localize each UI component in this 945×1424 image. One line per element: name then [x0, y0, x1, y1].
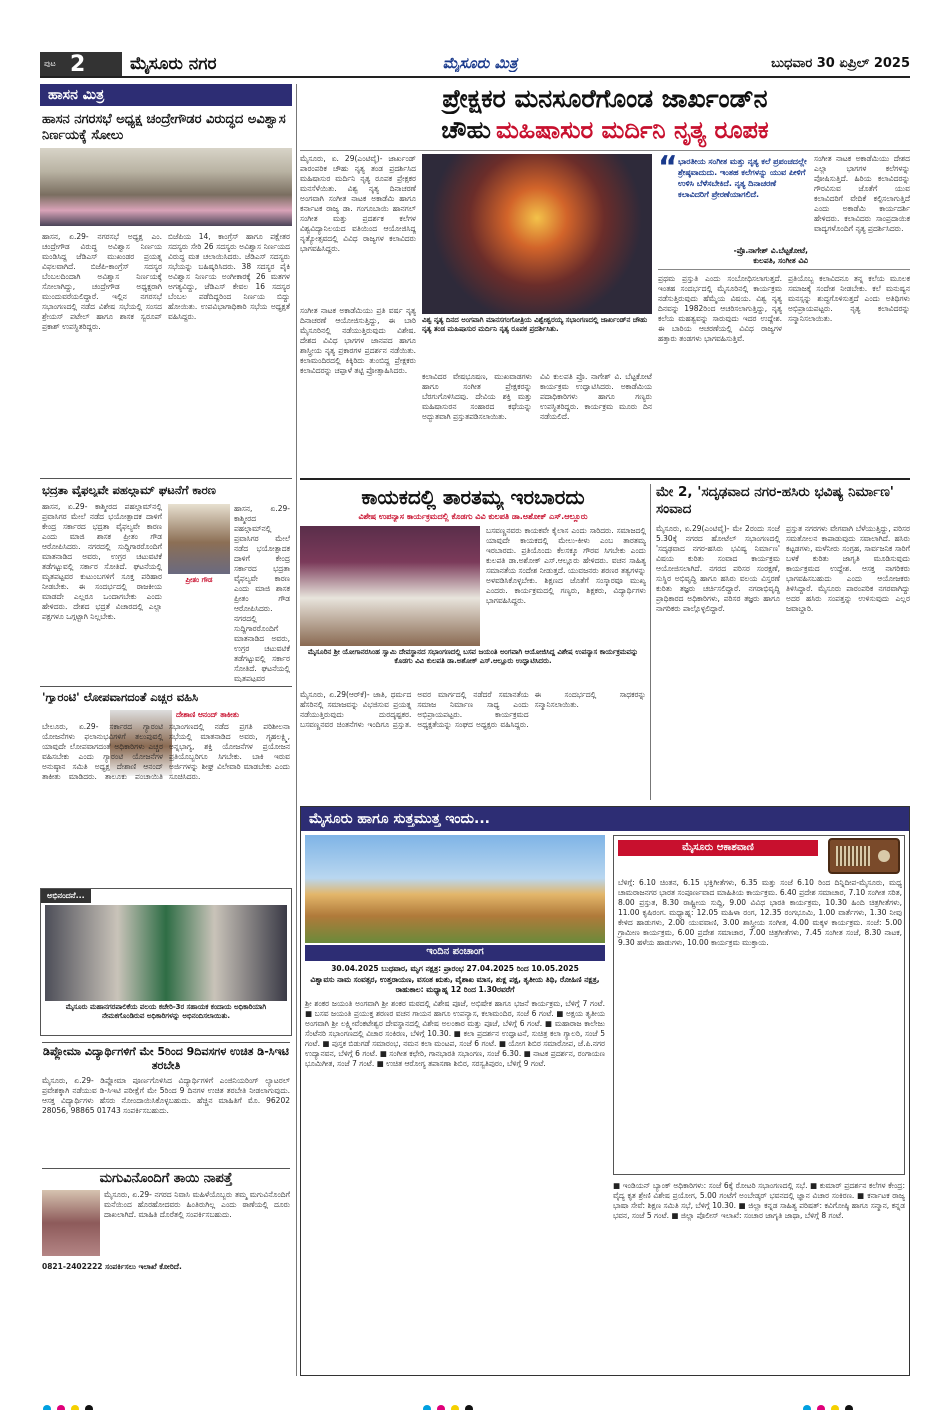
panchanga-title: ಇಂದಿನ ಪಂಚಾಂಗ: [426, 946, 484, 957]
hassan-body-col2: ಬಿಜೆಪಿಯ 14, ಕಾಂಗ್ರೆಸ್ ಹಾಗೂ ಪಕ್ಷೇತರ ಸದಸ್ಯರು ಸೇರಿ 26 ಸದಸ್ಯರು ಅವಿಶ್ವಾಸ ನಿರ್ಣಯದ ವಿರುದ್ಧ ಮತ ಚಲಾಯಿಸಿದರು. ಜೆಡಿಎಸ್ ಸದಸ್ಯರು ಸಭೆಯನ್ನು ಬಹಿಷ್ಕರಿಸಿದರು. 38 ಸದಸ್ಯರ ಪೈಕಿ ಅವಿಶ್ವಾಸ ನಿರ್ಣಯ ಅಂಗೀಕಾರಕ್ಕೆ 26 ಮತಗಳ ಅಗತ್ಯವಿದ್ದು, ಜೆಡಿಎಸ್ ಕೇವಲ 16 ಸದಸ್ಯರ ಬೆಂಬಲ ಪಡೆದಿದ್ದರಿಂದ ನಿರ್ಣಯ ಬಿದ್ದು ಹೋಯಿತು. ಉಪವಿಭಾಗಾಧಿಕಾರಿ ಸಭೆಯ ಅಧ್ಯಕ್ಷತೆ ವಹಿಸಿದ್ದರು.: [168, 232, 290, 321]
felicitation-caption: ಮೈಸೂರು ಮಹಾನಗರಪಾಲಿಕೆಯ ವಲಯ ಕಚೇರಿ-3ರ ಸಹಾಯಕ ಕಂದಾಯ ಅಧಿಕಾರಿಯಾಗಿ ನೇಮಕಗೊಂಡಿರುವ ಅಧಿಕಾರಿಗಳನ್ನು ಅಭಿನಂದಿಸಲಾಯಿತು.: [65, 1003, 267, 1020]
radio-icon: [828, 838, 900, 874]
kayaka-headline: ಕಾಯಕದಲ್ಲಿ ತಾರತಮ್ಯ ಇರಬಾರದು: [361, 485, 585, 509]
radio-knob: [878, 850, 890, 862]
felicitation-box: [40, 888, 292, 1036]
lead-body-below2: ವಿವಿ ಕುಲಪತಿ ಪ್ರೊ. ನಾಗೇಶ್ ವಿ. ಬೆಟ್ಟಕೋಟೆ ಕಾರ್ಯಕ್ರಮ ಉದ್ಘಾಟಿಸಿದರು. ಅಕಾಡೆಮಿಯ ಪದಾಧಿಕಾರಿಗಳು ಹಾಗೂ ಗಣ್ಯರು ಉಪಸ್ಥಿತರಿದ್ದರು. ಕಾರ್ಯಕ್ರಮ ಮೂರು ದಿನ ನಡೆಯಲಿದೆ.: [540, 372, 652, 421]
missing-headline: ಮಗುವಿನೊಂದಿಗೆ ತಾಯಿ ನಾಪತ್ತೆ: [42, 1168, 290, 1187]
today-section: [300, 806, 910, 1376]
quote-mark: “: [658, 154, 678, 185]
page-number: 2: [70, 52, 86, 76]
today-events: ಶ್ರೀ ಶಂಕರ ಜಯಂತಿ ಅಂಗವಾಗಿ ಶ್ರೀ ಶಂಕರ ಮಠದಲ್ಲಿ ವಿಶೇಷ ಪೂಜೆ, ಅಭಿಷೇಕ ಹಾಗೂ ಭಜನೆ ಕಾರ್ಯಕ್ರಮ, ಬೆಳಿಗ್ಗೆ 7 ಗಂಟೆ. ■ ಬಸವ ಜಯಂತಿ ಪ್ರಯುಕ್ತ ಶರಣರ ವಚನ ಗಾಯನ ಹಾಗೂ ಉಪನ್ಯಾಸ, ಕಲಾಮಂದಿರ, ಸಂಜೆ 6 ಗಂಟೆ. ■ ಅಕ್ಷಯ ತೃತೀಯ ಅಂಗವಾಗಿ ಶ್ರೀ ಲಕ್ಷ್ಮೀವೆಂಕಟೇಶ್ವರ ದೇವಸ್ಥಾನದಲ್ಲಿ ವಿಶೇಷ ಅಲಂಕಾರ ಮತ್ತು ಪೂಜೆ, ಬೆಳಿಗ್ಗೆ 6 ಗಂಟೆ. ■ ಮಹಾರಾಜ ಕಾಲೇಜು ಸೆಂಟೆನರಿ ಸಭಾಂಗಣದಲ್ಲಿ ವಿಚಾರ ಸಂಕಿರಣ, ಬೆಳಿಗ್ಗೆ 10.30. ■ ಕಲಾ ಪ್ರದರ್ಶನ ಉದ್ಘಾಟನೆ, ಸುಚಿತ್ರ ಕಲಾ ಗ್ಯಾಲರಿ, ಸಂಜೆ 5 ಗಂಟೆ. ■ ಪುಸ್ತಕ ಬಿಡುಗಡೆ ಸಮಾರಂಭ, ನಮನ ಕಲಾ ಮಂಟಪ, ಸಂಜೆ 6 ಗಂಟೆ. ■ ಯೋಗ ಶಿಬಿರ ಸಮಾರೋಪ, ಜೆ.ಪಿ.ನಗರ ಉದ್ಯಾನವನ, ಬೆಳಿಗ್ಗೆ 6 ಗಂಟೆ. ■ ಸಂಗೀತ ಕಛೇರಿ, ಗಾನಭಾರತಿ ಸಭಾಂಗಣ, ಸಂಜೆ 6.30. ■ ನಾಟಕ ಪ್ರದರ್ಶನ, ರಂಗಾಯಣ ಭೂಮಿಗೀತ, ಸಂಜೆ 7 ಗಂಟೆ. ■ ಉಚಿತ ಆರೋಗ್ಯ ತಪಾಸಣಾ ಶಿಬಿರ, ಸರಸ್ವತಿಪುರಂ, ಬೆಳಿಗ್ಗೆ 9 ಗಂಟೆ.: [305, 999, 605, 1068]
may2-headline: ಮೇ 2, 'ಸದೃಢವಾದ ನಗರ-ಹಸಿರು ಭವಿಷ್ಯ ನಿರ್ಮಾಣ' ಸಂವಾದ: [656, 484, 894, 517]
registration-marks-right: [800, 1398, 920, 1410]
guarantee-headline: 'ಗ್ಯಾರಂಟಿ' ಲೋಪವಾಗದಂತೆ ಎಚ್ಚರ ವಹಿಸಿ: [42, 690, 199, 704]
missing-body: ಮೈಸೂರು, ಏ.29- ನಗರದ ನಿವಾಸಿ ಮಹಿಳೆಯೊಬ್ಬರು ತಮ್ಮ ಮಗುವಿನೊಂದಿಗೆ ಮನೆಯಿಂದ ಹೊರಹೋದವರು ಹಿಂತಿರುಗಿಲ್ಲ ಎಂದು ಠಾಣೆಯಲ್ಲಿ ದೂರು ದಾಖಲಾಗಿದೆ. ಮಾಹಿತಿ ದೊರೆತಲ್ಲಿ ಸಂಪರ್ಕಿಸಬಹುದು.: [104, 1190, 290, 1219]
lead-photo: [422, 154, 652, 314]
quote-text: ಭಾರತೀಯ ಸಂಗೀತ ಮತ್ತು ನೃತ್ಯ ಕಲೆ ಪ್ರಪಂಚದಲ್ಲೇ ಶ್ರೇಷ್ಠವಾದುದು. ಇಂತಹ ಕಲೆಗಳನ್ನು ಯುವ ಪೀಳಿಗೆ ಉಳಿಸಿ ಬೆಳೆಸಬೇಕಿದೆ. ನೃತ್ಯ ದಿನಾಚರಣೆ ಕಲಾವಿದರಿಗೆ ಪ್ರೇರಣೆಯಾಗಲಿದೆ.: [678, 157, 807, 199]
section-name: ಮೈಸೂರು ನಗರ: [130, 54, 217, 74]
diploma-body: ಮೈಸೂರು, ಏ.29- ಡಿಪ್ಲೋಮಾ ಪೂರ್ಣಗೊಳಿಸಿದ ವಿದ್ಯಾರ್ಥಿಗಳಿಗೆ ಎಂಜಿನಿಯರಿಂಗ್ ಲ್ಯಾಟರಲ್ ಪ್ರವೇಶಕ್ಕಾಗಿ ನಡೆಯುವ ಡಿ-ಸಿಇಟಿ ಪರೀಕ್ಷೆಗೆ ಮೇ 5ರಿಂದ 9 ದಿನಗಳ ಉಚಿತ ತರಬೇತಿ ನೀಡಲಾಗುವುದು. ಆಸಕ್ತ ವಿದ್ಯಾರ್ಥಿಗಳು ಹೆಸರು ನೋಂದಾಯಿಸಿಕೊಳ್ಳಬಹುದು. ಹೆಚ್ಚಿನ ಮಾಹಿತಿಗೆ ಮೊ. 96202 28056, 98865 01743 ಸಂಪರ್ಕಿಸಬಹುದು.: [42, 1076, 290, 1115]
kayaka-photo-caption: ಮೈಸೂರಿನ ಶ್ರೀ ಯೋಗಾನರಸಿಂಹ ಸ್ವಾಮಿ ದೇವಸ್ಥಾನದ ಸಭಾಂಗಣದಲ್ಲಿ ಬಸವ ಜಯಂತಿ ಅಂಗವಾಗಿ ಆಯೋಜಿಸಿದ್ದ ವಿಶೇಷ ಉಪನ್ಯಾಸ ಕಾರ್ಯಕ್ರಮವನ್ನು ಕೊಡಗು ವಿವಿ ಕುಲಪತಿ ಡಾ.ಅಶೋಕ್ ಎಸ್.ಆಲ್ಲೂರು ಉದ್ಘಾಟಿಸಿದರು.: [307, 648, 639, 665]
quote-author: -ಪ್ರೊ.ನಾಗೇಶ್ ವಿ.ಬೆಟ್ಟಕೋಟೆ,: [733, 246, 808, 255]
lead-body-col4: ಪ್ರಥಮ ಪ್ರಸ್ತುತಿ ಎಂದು ಸಂಬೋಧಿಸಲಾಗುತ್ತದೆ. ಇಂತಹ ಸಂದರ್ಭದಲ್ಲಿ ಮೈಸೂರಿನಲ್ಲಿ ಕಾರ್ಯಕ್ರಮ ನಡೆಸುತ್ತಿರುವುದು ಹೆಮ್ಮೆಯ ವಿಷಯ. ವಿಶ್ವ ನೃತ್ಯ ದಿನವನ್ನು 1982ರಿಂದ ಆಚರಿಸಲಾಗುತ್ತಿದ್ದು, ನೃತ್ಯ ಕಲೆಯ ಮಹತ್ವವನ್ನು ಸಾರುವುದು ಇದರ ಉದ್ದೇಶ. ಈ ಬಾರಿಯ ಆಚರಣೆಯಲ್ಲಿ ವಿವಿಧ ರಾಜ್ಯಗಳ ಹತ್ತಾರು ತಂಡಗಳು ಭಾಗವಹಿಸುತ್ತಿವೆ.: [658, 274, 782, 343]
quote-role: ಕುಲಪತಿ, ಸಂಗೀತ ವಿವಿ: [753, 256, 808, 265]
palace-photo: [305, 835, 605, 943]
lead-body-col1b: ಸಂಗೀತ ನಾಟಕ ಅಕಾಡೆಮಿಯು ಪ್ರತಿ ವರ್ಷ ನೃತ್ಯ ದಿನಾಚರಣೆ ಆಯೋಜಿಸುತ್ತಿದ್ದು, ಈ ಬಾರಿ ಮೈಸೂರಿನಲ್ಲಿ ನಡೆಯುತ್ತಿರುವುದು ವಿಶೇಷ. ದೇಶದ ವಿವಿಧ ಭಾಗಗಳ ಜಾನಪದ ಹಾಗೂ ಶಾಸ್ತ್ರೀಯ ನೃತ್ಯ ಪ್ರಕಾರಗಳ ಪ್ರದರ್ಶನ ನಡೆಯಿತು. ಕಲಾಮಂದಿರದಲ್ಲಿ ಕಿಕ್ಕಿರಿದು ತುಂಬಿದ್ದ ಪ್ರೇಕ್ಷಕರು ಕಲಾವಿದರನ್ನು ಚಪ್ಪಾಳೆ ತಟ್ಟಿ ಪ್ರೋತ್ಸಾಹಿಸಿದರು.: [300, 306, 416, 375]
page-label: ಪುಟ: [44, 59, 56, 68]
kayaka-subhead: ವಿಶೇಷ ಉಪನ್ಯಾಸ ಕಾರ್ಯಕ್ರಮದಲ್ಲಿ ಕೊಡಗು ವಿವಿ ಕುಲಪತಿ ಡಾ.ಅಶೋಕ್ ಎಸ್.ಆಲ್ಲೂರು: [358, 512, 588, 521]
missing-phone: 0821-2402222 ಸಂಪರ್ಕಿಸಲು ಇಲಾಖೆ ಕೋರಿದೆ.: [42, 1262, 182, 1271]
hassan-photo: [40, 148, 292, 226]
akashavani-body: ಬೆಳಿಗ್ಗೆ: 6.10 ಚಿಂತನ, 6.15 ಭಕ್ತಿಗೀತೆಗಳು, 6.35 ಮತ್ತು ಸಂಜೆ 6.10 ರಿಂದ ದಿನ್ನಿದೀಪ-ಮೈಸೂರು, ಮಧ್ಯ ಚಾಮರಾಜನಗರ ಭಾರತ ಸಂಪೂರ್ಣವಾದ ಮಾಹಿತಿಯ ಕಾರ್ಯಕ್ರಮ. 6.40 ಪ್ರದೇಶ ಸಮಾಚಾರ, 7.10 ಸಂಗೀತ ಸರಿತ, 8.00 ಪ್ರಸ್ತುತ, 8.30 ರಾಷ್ಟ್ರೀಯ ಸುದ್ದಿ, 9.00 ವಿವಿಧ ಭಾರತಿ ಕಾರ್ಯಕ್ರಮ, 10.30 ಹಿಂದಿ ಚಿತ್ರಗೀತೆಗಳು, 11.00 ಕೃಷಿರಂಗ. ಮಧ್ಯಾಹ್ನ: 12.05 ಮಹಿಳಾ ರಂಗ, 12.35 ರಂಗಭೂಮಿ, 1.00 ವಾರ್ತೆಗಳು, 1.30 ನೀವು ಕೇಳಿದ ಹಾಡುಗಳು, 2.00 ಯುವವಾಣಿ, 3.00 ಶಾಸ್ತ್ರೀಯ ಸಂಗೀತ, 4.00 ಮಕ್ಕಳ ಕಾರ್ಯಕ್ರಮ. ಸಂಜೆ: 5.00 ಗ್ರಾಮೀಣ ಕಾರ್ಯಕ್ರಮ, 6.00 ಪ್ರದೇಶ ಸಮಾಚಾರ, 7.00 ಚಿತ್ರಗೀತೆಗಳು, 7.45 ಸಂಗೀತ ಸಂಜೆ, 8.30 ನಾಟಕ, 9.30 ಹಳೆಯ ಹಾಡುಗಳು, 10.00 ಕಾರ್ಯಕ್ರಮ ಮುಕ್ತಾಯ.: [618, 878, 902, 947]
missing-photo: [42, 1190, 100, 1256]
felicitation-label: ಅಭಿನಂದನೆ...: [41, 889, 91, 903]
kayaka-body-right: ಬಸವಣ್ಣನವರು ಕಾಯಕವೇ ಕೈಲಾಸ ಎಂದು ಸಾರಿದರು. ಸಮಾಜದಲ್ಲಿ ಯಾವುದೇ ಕಾಯಕದಲ್ಲಿ ಮೇಲು-ಕೀಳು ಎಂಬ ತಾರತಮ್ಯ ಇರಬಾರದು. ಪ್ರತಿಯೊಂದು ಕೆಲಸಕ್ಕೂ ಗೌರವ ಸಿಗಬೇಕು ಎಂದು ಕುಲಪತಿ ಡಾ.ಅಶೋಕ್ ಎಸ್.ಆಲ್ಲೂರು ಹೇಳಿದರು. ವಚನ ಸಾಹಿತ್ಯ ಸಮಾನತೆಯ ಸಂದೇಶ ನೀಡುತ್ತದೆ. ಯುವಜನರು ಶರಣರ ತತ್ವಗಳನ್ನು ಅಳವಡಿಸಿಕೊಳ್ಳಬೇಕು. ಶಿಕ್ಷಣದ ಜೊತೆಗೆ ಸಂಸ್ಕಾರವೂ ಮುಖ್ಯ ಎಂದರು. ಕಾರ್ಯಕ್ರಮದಲ್ಲಿ ಗಣ್ಯರು, ಶಿಕ್ಷಕರು, ವಿದ್ಯಾರ್ಥಿಗಳು ಭಾಗವಹಿಸಿದ್ದರು.: [486, 526, 646, 605]
lead-body-col1: ಮೈಸೂರು, ಏ. 29(ಎಂಟಿವೈ)- ಜಾರ್ಖಂಡ್ ಪಾರಂಪರಿಕ ಚೌಹು ನೃತ್ಯ ತಂಡ ಪ್ರದರ್ಶಿಸಿದ ಮಹಿಷಾಸುರ ಮರ್ದಿನಿ ನೃತ್ಯ ರೂಪಕ ಪ್ರೇಕ್ಷಕರ ಮನಸೆಳೆಯಿತು. ವಿಶ್ವ ನೃತ್ಯ ದಿನಾಚರಣೆ ಅಂಗವಾಗಿ ಸಂಗೀತ ನಾಟಕ ಅಕಾಡೆಮಿ ಹಾಗೂ ಕರ್ನಾಟಕ ರಾಜ್ಯ ಡಾ. ಗಂಗೂಬಾಯಿ ಹಾನಗಲ್ ಸಂಗೀತ ಮತ್ತು ಪ್ರದರ್ಶಕ ಕಲೆಗಳ ವಿಶ್ವವಿದ್ಯಾನಿಲಯದ ವತಿಯಿಂದ ಆಯೋಜಿಸಿದ್ದ ನೃತ್ಯೋತ್ಸವದಲ್ಲಿ ವಿವಿಧ ರಾಜ್ಯಗಳ ಕಲಾವಿದರು ಭಾಗವಹಿಸಿದ್ದರು.: [300, 154, 416, 253]
pahalgam-headline: ಭದ್ರತಾ ವೈಫಲ್ಯವೇ ಪಹಲ್ಗಾಮ್ ಘಟನೆಗೆ ಕಾರಣ: [42, 483, 216, 497]
pahalgam-photo: [168, 504, 230, 574]
hassan-headline: ಹಾಸನ ನಗರಸಭೆ ಅಧ್ಯಕ್ಷ ಚಂದ್ರೇಗೌಡರ ವಿರುದ್ಧದ ಅವಿಶ್ವಾಸ ನಿರ್ಣಯಕ್ಕೆ ಸೋಲು: [42, 112, 286, 143]
pahalgam-body-right: [234, 504, 290, 682]
registration-marks-center: [420, 1398, 540, 1410]
radio-speaker: [836, 846, 870, 866]
panchanga-line1: 30.04.2025 ಬುಧವಾರ, ಮೃಗ ನಕ್ಷತ್ರ: ಪ್ರಾರಂಭ 27.04.2025 ರಿಂದ 10.05.2025: [331, 964, 579, 973]
guarantee-byline: ದೇಶಾಣಿ ಆನಂದ್ ತಾಕೀತು: [176, 710, 239, 719]
hassan-section-title: ಹಾಸನ ಮಿತ್ರ: [48, 87, 105, 103]
lead-body-col5: ಸಂಗೀತ ನಾಟಕ ಅಕಾಡೆಮಿಯು ದೇಶದ ಎಲ್ಲಾ ಭಾಗಗಳ ಕಲೆಗಳನ್ನು ಪೋಷಿಸುತ್ತಿದೆ. ಹಿರಿಯ ಕಲಾವಿದರನ್ನು ಗೌರವಿಸುವ ಜೊತೆಗೆ ಯುವ ಕಲಾವಿದರಿಗೆ ವೇದಿಕೆ ಕಲ್ಪಿಸಲಾಗುತ್ತಿದೆ ಎಂದು ಅಕಾಡೆಮಿ ಕಾರ್ಯದರ್ಶಿ ಹೇಳಿದರು. ಕಲಾವಿದರು ಸಾಂಪ್ರದಾಯಿಕ ವಾದ್ಯಗಳೊಂದಿಗೆ ನೃತ್ಯ ಪ್ರದರ್ಶಿಸಿದರು.: [814, 154, 910, 233]
today-banner-title: ಮೈಸೂರು ಹಾಗೂ ಸುತ್ತಮುತ್ತ ಇಂದು...: [309, 811, 490, 827]
column-rule: [650, 484, 651, 800]
divider: [40, 686, 292, 687]
lead-headline-line2: [300, 116, 910, 148]
diploma-headline: ಡಿಪ್ಲೋಮಾ ವಿದ್ಯಾರ್ಥಿಗಳಿಗೆ ಮೇ 5ರಿಂದ 9ದಿವಸಗಳ ಉಚಿತ ಡಿ-ಸಿಇಟಿ ತರಬೇತಿ: [42, 1042, 290, 1073]
page-header: [40, 52, 910, 78]
pahalgam-body-left: [42, 502, 162, 682]
lead-body-below1: ಕಲಾವಿದರ ವೇಷಭೂಷಣ, ಮುಖವಾಡಗಳು ಹಾಗೂ ಸಂಗೀತ ಪ್ರೇಕ್ಷಕರನ್ನು ಬೆರಗುಗೊಳಿಸಿದವು. ದೇವಿಯ ಶಕ್ತಿ ಮತ್ತು ಮಹಿಷಾಸುರನ ಸಂಹಾರದ ಕಥೆಯನ್ನು ಅದ್ಭುತವಾಗಿ ಪ್ರಸ್ತುತಪಡಿಸಲಾಯಿತು.: [422, 372, 532, 421]
divider: [300, 150, 910, 151]
may2-body-col2: ಪ್ರಸ್ತುತ ನಗರಗಳು ವೇಗವಾಗಿ ಬೆಳೆಯುತ್ತಿದ್ದು, ಪರಿಸರ ಸಮತೋಲನ ಕಾಪಾಡುವುದು ಸವಾಲಾಗಿದೆ. ಹಸಿರು ಕಟ್ಟಡಗಳು, ಮಳೆನೀರು ಸಂಗ್ರಹ, ಸಾರ್ವಜನಿಕ ಸಾರಿಗೆ ಬಳಕೆ ಕುರಿತು ಜಾಗೃತಿ ಮೂಡಿಸುವುದು ಕಾರ್ಯಕ್ರಮದ ಉದ್ದೇಶ. ಆಸಕ್ತ ನಾಗರಿಕರು ಭಾಗವಹಿಸಬಹುದು ಎಂದು ಆಯೋಜಕರು ತಿಳಿಸಿದ್ದಾರೆ. ಮೈಸೂರು ಪಾರಂಪರಿಕ ನಗರವಾಗಿದ್ದು ಅದರ ಹಸಿರು ಸಂಪತ್ತನ್ನು ಉಳಿಸುವುದು ಎಲ್ಲರ ಜವಾಬ್ದಾರಿ.: [786, 524, 910, 613]
pahalgam-body-text: ಹಾಸನ, ಏ.29- ಕಾಶ್ಮೀರದ ಪಹಲ್ಗಾಮ್‌ನಲ್ಲಿ ಪ್ರವಾಸಿಗರ ಮೇಲೆ ನಡೆದ ಭಯೋತ್ಪಾದಕ ದಾಳಿಗೆ ಕೇಂದ್ರ ಸರ್ಕಾರದ ಭದ್ರತಾ ವೈಫಲ್ಯವೇ ಕಾರಣ ಎಂದು ಮಾಜಿ ಶಾಸಕ ಪ್ರೀತಂ ಗೌಡ ಆರೋಪಿಸಿದರು. ನಗರದಲ್ಲಿ ಸುದ್ದಿಗಾರರೊಂದಿಗೆ ಮಾತನಾಡಿದ ಅವರು, ಉಗ್ರರ ಚಟುವಟಿಕೆ ತಡೆಗಟ್ಟುವಲ್ಲಿ ಸರ್ಕಾರ ಸೋತಿದೆ. ಘಟನೆಯಲ್ಲಿ ಮೃತಪಟ್ಟವರ ಕುಟುಂಬಗಳಿಗೆ ಸೂಕ್ತ ಪರಿಹಾರ ನೀಡಬೇಕು. ಈ ಸಂದರ್ಭದಲ್ಲಿ ರಾಜಕೀಯ ಮಾಡದೇ ಎಲ್ಲರೂ ಒಂದಾಗಬೇಕು ಎಂದು ಹೇಳಿದರು. ದೇಶದ ಭದ್ರತೆ ವಿಚಾರದಲ್ಲಿ ಎಲ್ಲಾ ಪಕ್ಷಗಳೂ ಒಗ್ಗಟ್ಟಾಗಿ ನಿಲ್ಲಬೇಕು.: [42, 502, 162, 621]
akashavani-title: ಮೈಸೂರು ಆಕಾಶವಾಣಿ: [618, 840, 818, 856]
lead-headline-prefix: ಚೌಹು: [441, 116, 491, 144]
panchanga-line2: ವಿಶ್ವಾವಸು ನಾಮ ಸಂವತ್ಸರ, ಉತ್ತರಾಯಣ, ವಸಂತ ಋತು, ವೈಶಾಖ ಮಾಸ, ಶುಕ್ಲ ಪಕ್ಷ, ತೃತೀಯ ತಿಥಿ, ರೋಹಿಣಿ ನಕ್ಷತ್ರ, ರಾಹುಕಾಲ: ಮಧ್ಯಾಹ್ನ 12 ರಿಂದ 1.30ರವರೆಗೆ: [310, 975, 600, 994]
lead-headline-highlight: ಮಹಿಷಾಸುರ ಮರ್ದಿನಿ ನೃತ್ಯ ರೂಪಕ: [495, 116, 769, 144]
hassan-section-band: [40, 84, 292, 106]
today-events-right: ■ ಇಂಡಿಯನ್ ಬ್ಯಾಂಕ್ ಅಧಿಕಾರಿಗಳು: ಸಂಜೆ 6ಕ್ಕೆ ರೋಟರಿ ಸಭಾಂಗಣದಲ್ಲಿ ಸಭೆ. ■ ಕುಮಾರ್ ಪ್ರದರ್ಶನ ಕಲೆಗಳ ಕೇಂದ್ರ: ವೈದ್ಯ ಕೃತ ಶ್ರೇಣಿ ವಿಶೇಷ ಪ್ರಯೋಗ, 5.00 ಗಂಟೆಗೆ ಅಂಬೇಡ್ಕರ್ ಭವನದಲ್ಲಿ ಜ್ಞಾನ ವಿಚಾರ ಸಂಕಿರಣ. ■ ಕರ್ನಾಟಕ ರಾಜ್ಯ ಭಾಷಾ ಸೇವೆ: ಶಿಕ್ಷಣ ಸಮಿತಿ ಸಭೆ, ಬೆಳಿಗ್ಗೆ 10.30. ■ ಜಿಲ್ಲಾ ಕನ್ನಡ ಸಾಹಿತ್ಯ ಪರಿಷತ್: ಕವಿಗೋಷ್ಠಿ ಹಾಗೂ ಸನ್ಮಾನ, ಕನ್ನಡ ಭವನ, ಸಂಜೆ 5 ಗಂಟೆ. ■ ಜಿಲ್ಲಾ ಪೊಲೀಸ್ ಇಲಾಖೆ: ಸಂಚಾರ ಜಾಗೃತಿ ಜಾಥಾ, ಬೆಳಿಗ್ಗೆ 8 ಗಂಟೆ.: [613, 1181, 905, 1220]
lead-quote-box: [658, 154, 910, 270]
issue-date: ಬುಧವಾರ 30 ಏಪ್ರಿಲ್ 2025: [771, 56, 910, 71]
may2-body-col1: ಮೈಸೂರು, ಏ.29(ಎಂಟಿವೈ)- ಮೇ 2ರಂದು ಸಂಜೆ 5.30ಕ್ಕೆ ನಗರದ ಹೋಟೆಲ್ ಸಭಾಂಗಣದಲ್ಲಿ 'ಸದೃಢವಾದ ನಗರ-ಹಸಿರು ಭವಿಷ್ಯ ನಿರ್ಮಾಣ' ವಿಷಯ ಕುರಿತು ಸಂವಾದ ಕಾರ್ಯಕ್ರಮ ಆಯೋಜಿಸಲಾಗಿದೆ. ನಗರದ ಪರಿಸರ ಸಂರಕ್ಷಣೆ, ಸುಸ್ಥಿರ ಅಭಿವೃದ್ಧಿ ಹಾಗೂ ಹಸಿರು ವಲಯ ವಿಸ್ತರಣೆ ಕುರಿತು ತಜ್ಞರು ಚರ್ಚಿಸಲಿದ್ದಾರೆ. ನಗರಾಭಿವೃದ್ಧಿ ಪ್ರಾಧಿಕಾರದ ಅಧಿಕಾರಿಗಳು, ಪರಿಸರ ತಜ್ಞರು ಹಾಗೂ ನಾಗರಿಕರು ಪಾಲ್ಗೊಳ್ಳಲಿದ್ದಾರೆ.: [656, 524, 780, 613]
today-banner: [301, 807, 909, 831]
hassan-body-col1: ಹಾಸನ, ಏ.29- ನಗರಸಭೆ ಅಧ್ಯಕ್ಷ ಎಂ. ಚಂದ್ರೇಗೌಡ ವಿರುದ್ಧ ಅವಿಶ್ವಾಸ ನಿರ್ಣಯ ಮಂಡಿಸಿದ್ದ ಜೆಡಿಎಸ್ ಮುಖಂಡರ ಪ್ರಯತ್ನ ವಿಫಲವಾಗಿದೆ. ಬಿಜೆಪಿ-ಕಾಂಗ್ರೆಸ್ ಸದಸ್ಯರ ಬೆಂಬಲದಿಂದಾಗಿ ಅವಿಶ್ವಾಸ ನಿರ್ಣಯಕ್ಕೆ ಸೋಲಾಗಿದ್ದು, ಚಂದ್ರೇಗೌಡ ಅಧ್ಯಕ್ಷರಾಗಿ ಮುಂದುವರೆಯಲಿದ್ದಾರೆ. ಇಲ್ಲಿನ ನಗರಸಭೆ ಸಭಾಂಗಣದಲ್ಲಿ ನಡೆದ ವಿಶೇಷ ಸಭೆಯಲ್ಲಿ ಸಂಸದ ಶ್ರೇಯಸ್ ಪಟೇಲ್ ಹಾಗೂ ಶಾಸಕ ಸ್ವರೂಪ್ ಪ್ರಕಾಶ್ ಉಪಸ್ಥಿತರಿದ್ದರು.: [42, 232, 162, 331]
pahalgam-body-text-cont: ಹಾಸನ, ಏ.29- ಕಾಶ್ಮೀರದ ಪಹಲ್ಗಾಮ್‌ನಲ್ಲಿ ಪ್ರವಾಸಿಗರ ಮೇಲೆ ನಡೆದ ಭಯೋತ್ಪಾದಕ ದಾಳಿಗೆ ಕೇಂದ್ರ ಸರ್ಕಾರದ ಭದ್ರತಾ ವೈಫಲ್ಯವೇ ಕಾರಣ ಎಂದು ಮಾಜಿ ಶಾಸಕ ಪ್ರೀತಂ ಗೌಡ ಆರೋಪಿಸಿದರು. ನಗರದಲ್ಲಿ ಸುದ್ದಿಗಾರರೊಂದಿಗೆ ಮಾತನಾಡಿದ ಅವರು, ಉಗ್ರರ ಚಟುವಟಿಕೆ ತಡೆಗಟ್ಟುವಲ್ಲಿ ಸರ್ಕಾರ ಸೋತಿದೆ. ಘಟನೆಯಲ್ಲಿ ಮೃತಪಟ್ಟವರ: [234, 504, 290, 682]
divider: [40, 478, 292, 479]
masthead: ಮೈಸೂರು ಮಿತ್ರ: [442, 54, 518, 72]
panchanga-title-band: [305, 945, 605, 961]
kayaka-photo: [300, 526, 480, 646]
guarantee-body: ಬೇಲೂರು, ಏ.29- ಸರ್ಕಾರದ ಗ್ಯಾರಂಟಿ ಯೋಜನೆಗಳು ಫಲಾನುಭವಿಗಳಿಗೆ ತಲುಪುವಲ್ಲಿ ಯಾವುದೇ ಲೋಪವಾಗದಂತೆ ಅಧಿಕಾರಿಗಳು ಎಚ್ಚರ ವಹಿಸಬೇಕು ಎಂದು ಗ್ಯಾರಂಟಿ ಯೋಜನೆಗಳ ಅನುಷ್ಠಾನ ಸಮಿತಿ ಅಧ್ಯಕ್ಷ ದೇಶಾಣಿ ಆನಂದ್ ತಾಕೀತು ಮಾಡಿದರು. ತಾಲೂಕು ಪಂಚಾಯಿತಿ ಸಭಾಂಗಣದಲ್ಲಿ ನಡೆದ ಪ್ರಗತಿ ಪರಿಶೀಲನಾ ಸಭೆಯಲ್ಲಿ ಮಾತನಾಡಿದ ಅವರು, ಗೃಹಲಕ್ಷ್ಮಿ, ಅನ್ನಭಾಗ್ಯ, ಶಕ್ತಿ ಯೋಜನೆಗಳ ಪ್ರಯೋಜನ ಪ್ರತಿಯೊಬ್ಬರಿಗೂ ಸಿಗಬೇಕು. ಬಾಕಿ ಇರುವ ಅರ್ಜಿಗಳನ್ನು ಶೀಘ್ರ ವಿಲೇವಾರಿ ಮಾಡಬೇಕು ಎಂದು ಸೂಚಿಸಿದರು.: [42, 722, 290, 781]
divider: [300, 478, 910, 480]
page-number-box: [40, 52, 122, 76]
kayaka-body-bottom: ಮೈಸೂರು, ಏ.29(ಆರ್‌ಕೆ)- ಜಾತಿ, ಧರ್ಮದ ಹೆಸರಿನಲ್ಲಿ ಸಮಾಜವನ್ನು ವಿಭಜಿಸುವ ಪ್ರಯತ್ನ ನಡೆಯುತ್ತಿರುವುದು ದುರದೃಷ್ಟಕರ. ಬಸವಣ್ಣನವರ ಚಿಂತನೆಗಳು ಇಂದಿಗೂ ಪ್ರಸ್ತುತ. ಅವರ ಮಾರ್ಗದಲ್ಲಿ ನಡೆದರೆ ಸಮಾನತೆಯ ಸಮಾಜ ನಿರ್ಮಾಣ ಸಾಧ್ಯ ಎಂದು ಅಭಿಪ್ರಾಯಪಟ್ಟರು. ಕಾರ್ಯಕ್ರಮದ ಅಧ್ಯಕ್ಷತೆಯನ್ನು ಸಂಘದ ಅಧ್ಯಕ್ಷರು ವಹಿಸಿದ್ದರು. ಈ ಸಂದರ್ಭದಲ್ಲಿ ಸಾಧಕರನ್ನು ಸನ್ಮಾನಿಸಲಾಯಿತು.: [300, 690, 646, 729]
lead-headline-line1: ಪ್ರೇಕ್ಷಕರ ಮನಸೂರೆಗೊಂಡ ಜಾರ್ಖಂಡ್‌ನ: [442, 84, 768, 113]
column-rule: [296, 84, 297, 1376]
lead-body-col6: ಪ್ರತಿಯೊಬ್ಬ ಕಲಾವಿದನೂ ತನ್ನ ಕಲೆಯ ಮೂಲಕ ಸಮಾಜಕ್ಕೆ ಸಂದೇಶ ನೀಡಬೇಕು. ಕಲೆ ಮನುಷ್ಯನ ಮನಸ್ಸನ್ನು ಶುದ್ಧಗೊಳಿಸುತ್ತದೆ ಎಂದು ಅತಿಥಿಗಳು ಅಭಿಪ್ರಾಯಪಟ್ಟರು. ನೃತ್ಯ ಕಲಾವಿದರನ್ನು ಸನ್ಮಾನಿಸಲಾಯಿತು.: [788, 274, 910, 323]
akashavani-box: [613, 835, 905, 1175]
pahalgam-photo-caption: ಪ್ರೀತಂ ಗೌಡ: [185, 576, 213, 584]
lead-photo-caption: ವಿಶ್ವ ನೃತ್ಯ ದಿನದ ಅಂಗವಾಗಿ ಮಾನಸಗಂಗೋತ್ರಿಯ ವಿಶ್ವೇಶ್ವರಯ್ಯ ಸಭಾಂಗಣದಲ್ಲಿ ಜಾರ್ಖಂಡ್‌ನ ಚೌಹು ನೃತ್ಯ ತಂಡ ಮಹಿಷಾಸುರ ಮರ್ದಿನಿ ನೃತ್ಯ ರೂಪಕ ಪ್ರದರ್ಶಿಸಿತು.: [422, 316, 648, 333]
registration-marks-left: [40, 1398, 160, 1410]
felicitation-photo: [45, 905, 287, 1001]
